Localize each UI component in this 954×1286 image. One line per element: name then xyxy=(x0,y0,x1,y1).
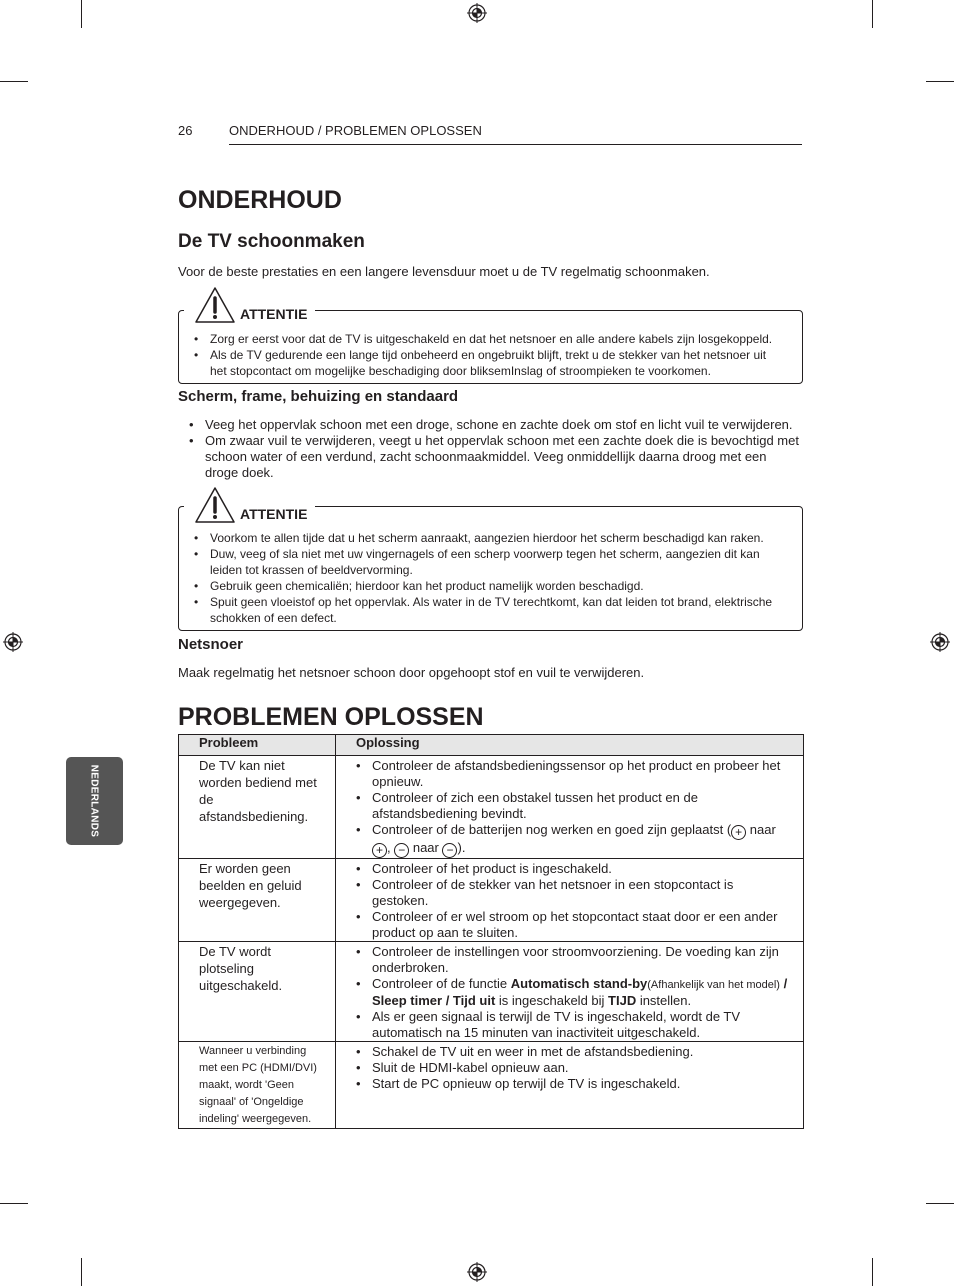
text-run-bold: / Sleep timer / Tijd uit xyxy=(372,976,788,1008)
crop-mark xyxy=(81,1258,82,1286)
list-item: • Controleer de instellingen voor stroomvoorziening. De voeding kan zijn onderbroken. xyxy=(356,944,789,976)
list-item: • Schakel de TV uit en weer in met de afstandsbediening. xyxy=(356,1044,789,1060)
screen-care-list xyxy=(189,417,803,481)
warning-icon xyxy=(194,486,236,524)
page-number: 26 xyxy=(178,123,193,138)
attention-label: ATTENTIE xyxy=(240,306,308,322)
list-item: • Om zwaar vuil te verwijderen, veegt u het oppervlak schoon met een zachte doek die is bevochtigd met schoon water of een verdund, zacht schoonmaakmiddel. Veeg onmiddellijk daarna droog met een droge doek. xyxy=(189,433,803,481)
list-item: • Zorg er eerst voor dat de TV is uitgeschakeld en dat het netsnoer en alle andere kabels zijn losgekoppeld. xyxy=(194,331,784,347)
intro-text: Voor de beste prestaties en een langere levensduur moet u de TV regelmatig schoonmaken. xyxy=(178,264,710,279)
solution-list xyxy=(336,942,803,1041)
plus-icon: + xyxy=(731,825,746,840)
table-row xyxy=(179,942,804,1042)
list-item xyxy=(356,976,789,1009)
column-header: Probleem xyxy=(179,735,336,756)
list-item: • Controleer of er wel stroom op het stopcontact staat door er een ander product op aan te sluiten. xyxy=(356,909,789,941)
section-title-problemen: PROBLEMEN OPLOSSEN xyxy=(178,703,484,731)
problem-cell: De TV wordt plotseling uitgeschakeld. xyxy=(199,944,283,993)
troubleshooting-table xyxy=(178,734,804,1129)
list-item: • Spuit geen vloeistof op het oppervlak. Als water in de TV terechtkomt, kan dat leiden tot brand, elektrische schokken of een defect. xyxy=(194,594,784,626)
text-run: Controleer of de batterijen nog werken en goed zijn geplaatst ( xyxy=(372,822,732,837)
problem-cell: Wanneer u verbinding met een PC (HDMI/DVI) maakt, wordt 'Geen signaal' of 'Ongeldige indeling' weergegeven. xyxy=(199,1045,317,1125)
table-row xyxy=(179,1042,804,1129)
crop-mark xyxy=(0,1203,28,1204)
plus-icon: + xyxy=(372,843,387,858)
registration-mark-icon xyxy=(930,632,950,652)
solution-list xyxy=(336,1042,803,1092)
list-item: • Sluit de HDMI-kabel opnieuw aan. xyxy=(356,1060,789,1076)
list-item: • Voorkom te allen tijde dat u het scherm aanraakt, aangezien hierdoor het scherm beschadigd kan raken. xyxy=(194,530,784,546)
text-run-bold: Automatisch stand-by xyxy=(510,976,648,991)
text-run-small: (Afhankelijk van het model) xyxy=(647,979,780,991)
list-item: • Start de PC opnieuw op terwijl de TV is ingeschakeld. xyxy=(356,1076,789,1092)
minus-icon: − xyxy=(394,843,409,858)
table-row xyxy=(179,756,804,859)
crop-mark xyxy=(872,1258,873,1286)
cord-text: Maak regelmatig het netsnoer schoon door opgehoopt stof en vuil te verwijderen. xyxy=(178,665,645,680)
list-item: • Controleer of het product is ingeschakeld. xyxy=(356,861,789,877)
problem-cell: Er worden geen beelden en geluid weergegeven. xyxy=(199,861,302,910)
crop-mark xyxy=(0,81,28,82)
section-title-onderhoud: ONDERHOUD xyxy=(178,186,342,214)
header-rule xyxy=(229,144,802,145)
registration-mark-icon xyxy=(3,632,23,652)
list-item: • Veeg het oppervlak schoon met een droge, schone en zachte doek om stof en licht vuil te verwijderen. xyxy=(189,417,803,433)
text-run: , xyxy=(387,840,395,855)
text-run: Controleer of de functie xyxy=(372,976,511,991)
list-item: • Controleer of de stekker van het netsnoer in een stopcontact is gestoken. xyxy=(356,877,789,909)
subsection-title: De TV schoonmaken xyxy=(178,231,365,252)
crop-mark xyxy=(81,0,82,28)
list-item: • Duw, veeg of sla niet met uw vingernagels of een scherp voorwerp tegen het scherm, aangezien dit kan leiden tot krassen of beeldvervorming. xyxy=(194,546,784,578)
warning-icon xyxy=(194,286,236,324)
attention-label: ATTENTIE xyxy=(240,506,308,522)
text-run: naar xyxy=(409,840,443,855)
table-row xyxy=(179,859,804,942)
problem-cell: De TV kan niet worden bediend met de afstandsbediening. xyxy=(199,758,317,824)
attention-header xyxy=(184,486,315,524)
text-run: ). xyxy=(457,840,466,855)
crop-mark xyxy=(926,1203,954,1204)
crop-mark xyxy=(926,81,954,82)
minus-icon: − xyxy=(442,843,457,858)
attention-list xyxy=(194,331,784,379)
text-run: instellen. xyxy=(636,993,692,1008)
table-header-row xyxy=(179,735,804,756)
attention-list xyxy=(194,530,784,626)
list-item xyxy=(356,822,789,858)
list-item: • Als de TV gedurende een lange tijd onbeheerd en ongebruikt blijft, trekt u de stekker van het netsnoer uit het stopcontact om mogelijke beschadiging door bliksemInslag of stroompieken te voorkomen. xyxy=(194,347,784,379)
crop-mark xyxy=(872,0,873,28)
list-item: • Gebruik geen chemicaliën; hierdoor kan het product namelijk worden beschadigd. xyxy=(194,578,784,594)
column-header: Oplossing xyxy=(336,735,804,756)
running-header: ONDERHOUD / PROBLEMEN OPLOSSEN xyxy=(229,123,482,138)
text-run: is ingeschakeld bij xyxy=(495,993,609,1008)
attention-header xyxy=(184,286,315,324)
language-tab-label: NEDERLANDS xyxy=(88,764,100,838)
list-item: • Controleer of zich een obstakel tussen het product en de afstandsbediening bevindt. xyxy=(356,790,789,822)
registration-mark-icon xyxy=(467,3,487,23)
list-item: • Als er geen signaal is terwijl de TV is ingeschakeld, wordt de TV automatisch na 15 minuten van inactiviteit uitgeschakeld. xyxy=(356,1009,789,1041)
list-item: • Controleer de afstandsbedieningssensor op het product en probeer het opnieuw. xyxy=(356,758,789,790)
registration-mark-icon xyxy=(467,1262,487,1282)
text-run-bold: TIJD xyxy=(608,993,637,1008)
text-run: naar xyxy=(746,822,776,837)
language-tab xyxy=(66,757,123,845)
solution-list xyxy=(336,756,803,858)
subheading-screen: Scherm, frame, behuizing en standaard xyxy=(178,388,459,405)
subheading-netsnoer: Netsnoer xyxy=(178,636,244,653)
solution-list xyxy=(336,859,803,941)
